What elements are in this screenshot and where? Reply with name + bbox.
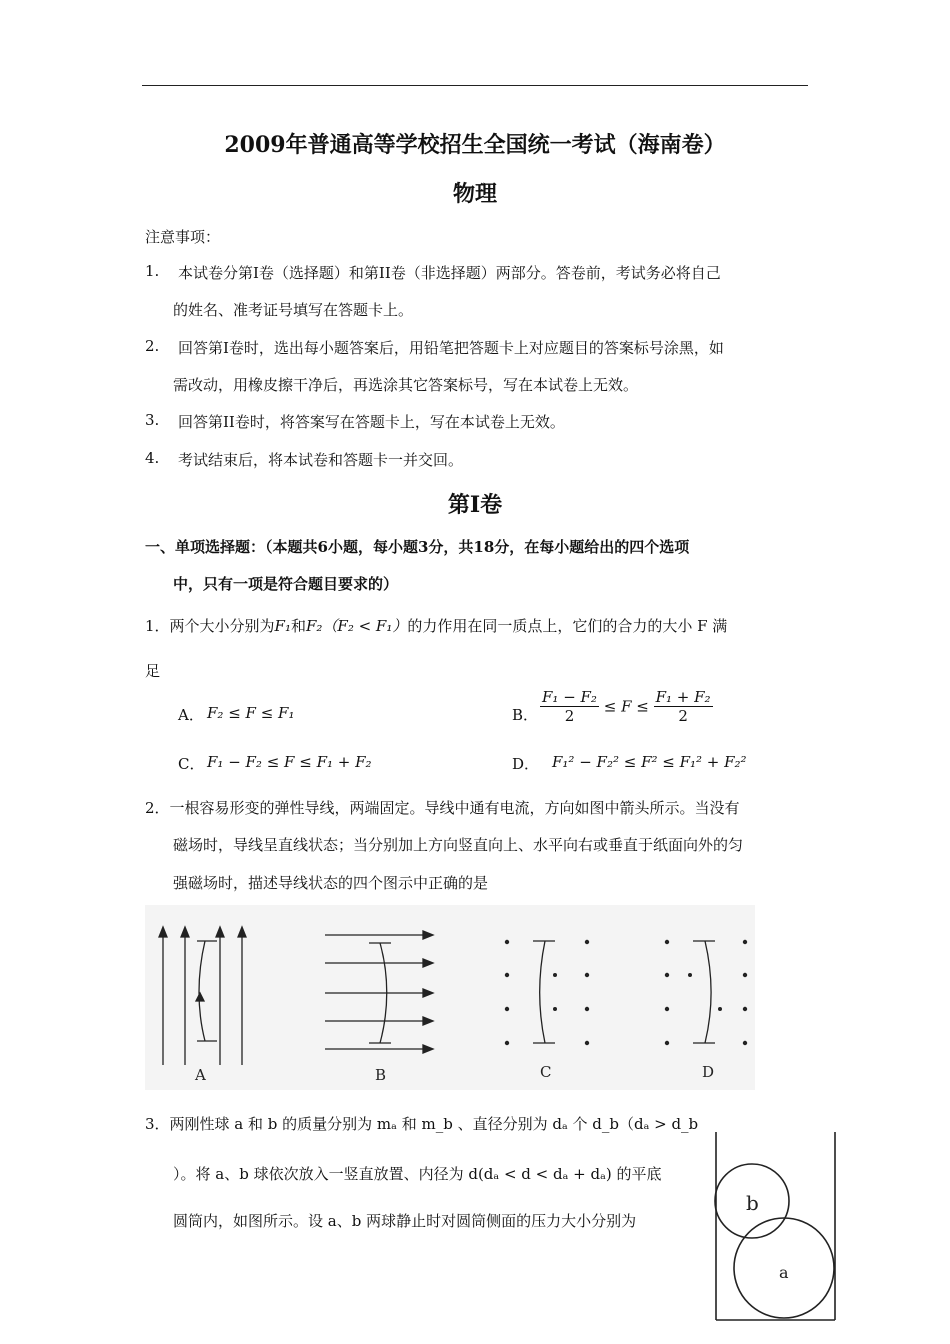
note-1-line2: 的姓名、准考证号填写在答题卡上。 [173, 301, 414, 319]
q1-option-b-den2: 2 [678, 707, 688, 725]
exam-subject: 物理 [452, 181, 497, 207]
q1-part1: 1．两个大小分别为 [145, 617, 275, 635]
note-2-line1: 回答第I卷时，选出每小题答案后，用铅笔把答题卡上对应题目的答案标号涂黑，如 [178, 339, 724, 357]
field-dot-d-3 [665, 973, 669, 977]
notes-heading: 注意事项： [145, 228, 221, 246]
field-dot-c-9 [553, 973, 557, 977]
q1-f2: F₂ [305, 617, 323, 635]
field-dot-c-1 [505, 940, 509, 944]
field-dot-c-8 [585, 1041, 589, 1045]
field-dot-d-4 [743, 973, 747, 977]
field-dot-c-4 [585, 973, 589, 977]
field-dot-d-8 [743, 1041, 747, 1045]
field-dot-c-3 [505, 973, 509, 977]
field-dot-d-9 [688, 973, 692, 977]
q2-figure [145, 905, 755, 1090]
note-4-num: 4. [145, 449, 160, 467]
q3-figure [708, 1128, 843, 1328]
q1-option-c-label: C． [178, 755, 205, 773]
q1-option-b-label: B． [512, 706, 539, 724]
q2-figure-background [145, 905, 755, 1090]
q1-option-c-expr: F₁ − F₂ ≤ F ≤ F₁ + F₂ [207, 753, 372, 771]
figure-label-b: B [375, 1066, 387, 1084]
q1-option-d-label: D． [512, 755, 540, 773]
q1-option-b-frac1 [540, 688, 599, 725]
q3-line1: 3．两刚性球 a 和 b 的质量分别为 mₐ 和 m_b 、直径分别为 dₐ 个 d_b（dₐ > d_b [145, 1115, 699, 1133]
note-3-num: 3. [145, 411, 160, 429]
note-2-line2: 需改动，用橡皮擦干净后，再选涂其它答案标号，写在本试卷上无效。 [173, 376, 639, 394]
q2-line3: 强磁场时，描述导线状态的四个图示中正确的是 [173, 874, 489, 892]
q1-and: 和 [290, 617, 306, 635]
field-dot-d-7 [665, 1041, 669, 1045]
exam-title: 2009年普通高等学校招生全国统一考试（海南卷） [224, 132, 726, 158]
field-dot-c-6 [585, 1007, 589, 1011]
field-dot-d-1 [665, 940, 669, 944]
field-dot-c-7 [505, 1041, 509, 1045]
field-dot-d-6 [743, 1007, 747, 1011]
note-3-line1: 回答第II卷时，将答案写在答题卡上，写在本试卷上无效。 [178, 413, 565, 431]
volume-title: 第I卷 [447, 492, 503, 518]
field-dot-c-5 [505, 1007, 509, 1011]
note-1-num: 1. [145, 262, 160, 280]
field-dot-d-10 [718, 1007, 722, 1011]
note-1-line1: 本试卷分第I卷（选择题）和第II卷（非选择题）两部分。答卷前，考试务必将自己 [178, 264, 721, 282]
q1-option-a-label: A． [178, 706, 204, 724]
q1-option-b-mid: ≤ F ≤ [603, 697, 649, 716]
ball-b-label: b [746, 1191, 759, 1215]
figure-label-a: A [195, 1066, 206, 1084]
field-dot-d-5 [665, 1007, 669, 1011]
field-dot-c-10 [553, 1007, 557, 1011]
q2-line2: 磁场时，导线呈直线状态；当分别加上方向竖直向上、水平向右或垂直于纸面向外的匀 [173, 836, 744, 854]
field-dot-c-2 [585, 940, 589, 944]
q1-option-b-num1: F₁ − F₂ [542, 688, 597, 706]
q1-condition: （F₂ < F₁） [322, 617, 408, 635]
q1-option-b-num2: F₁ + F₂ [655, 688, 711, 706]
figure-label-c: C [540, 1063, 552, 1081]
q3-line3: 圆筒内，如图所示。设 a、b 两球静止时对圆筒侧面的压力大小分别为 [173, 1212, 637, 1230]
q1-f1: F₁ [274, 617, 291, 635]
figure-label-d: D [702, 1063, 715, 1081]
q1-text [145, 615, 727, 636]
q2-line1: 2．一根容易形变的弹性导线，两端固定。导线中通有电流，方向如图中箭头所示。当没有 [145, 799, 740, 817]
section-heading-line1: 一、单项选择题：（本题共6小题，每小题3分，共18分，在每小题给出的四个选项 [145, 538, 690, 556]
ball-a-label: a [779, 1263, 789, 1282]
q1-part2: 的力作用在同一质点上，它们的合力的大小 F 满 [407, 617, 728, 635]
q1-option-a-expr: F₂ ≤ F ≤ F₁ [207, 704, 295, 722]
field-dot-d-2 [743, 940, 747, 944]
q3-line2: ）。将 a、b 球依次放入一竖直放置、内径为 d(dₐ < d < dₐ + dₐ) 的平底 [173, 1165, 662, 1183]
q1-option-b-den1: 2 [564, 707, 575, 725]
q1-option-d-expr: F₁² − F₂² ≤ F² ≤ F₁² + F₂² [552, 753, 747, 771]
section-heading-line2: 中，只有一项是符合题目要求的） [173, 575, 399, 593]
q1-option-b-expr [540, 688, 713, 725]
q1-option-b-frac2 [654, 688, 713, 725]
q1-part3: 足 [145, 662, 161, 680]
note-2-num: 2. [145, 337, 160, 355]
note-4-line1: 考试结束后，将本试卷和答题卡一并交回。 [178, 451, 464, 469]
header-rule [142, 85, 808, 86]
